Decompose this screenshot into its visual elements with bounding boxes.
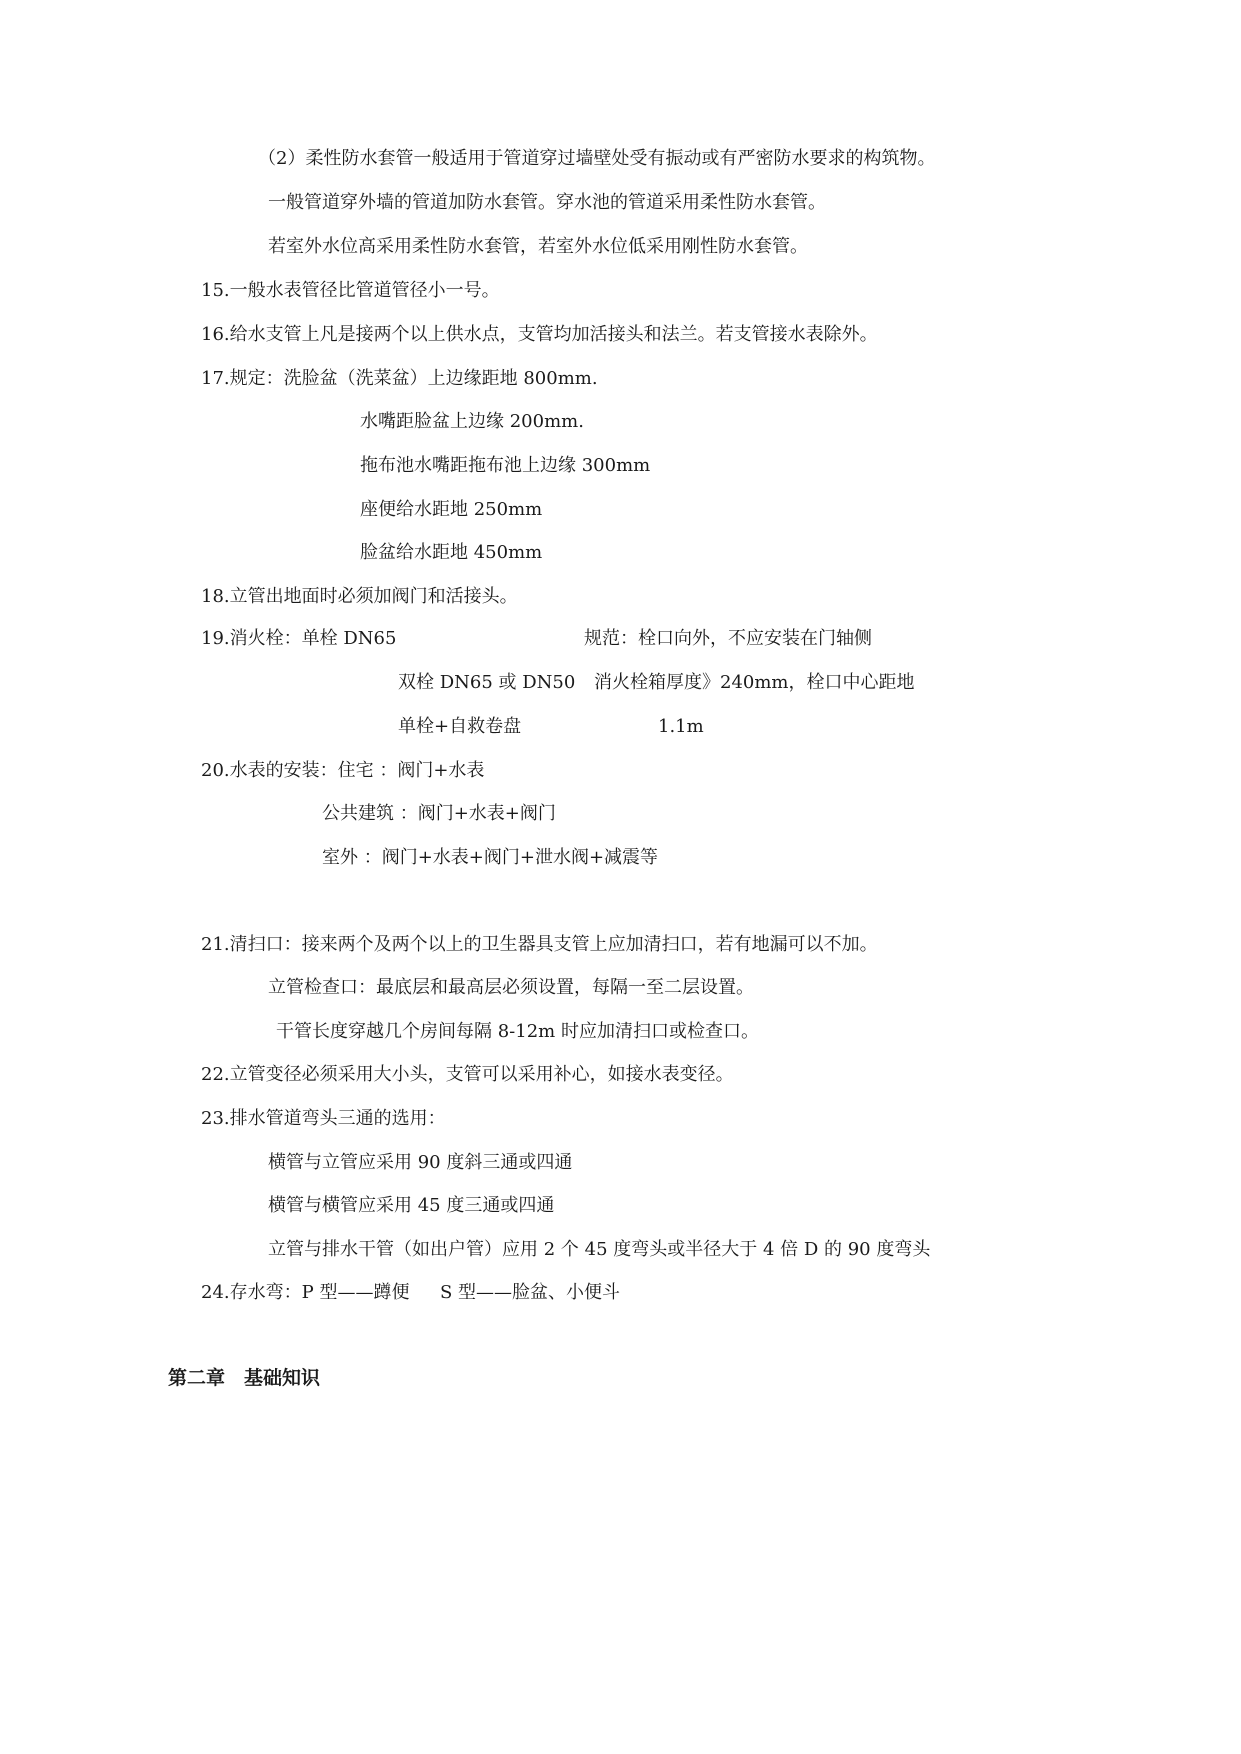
text-line: 室外 ：阀门+水表+阀门+泄水阀+减震等 [322,847,659,868]
text-line: 18.立管出地面时必须加阀门和活接头。 [201,586,518,607]
text-line: 22.立管变径必须采用大小头，支管可以采用补心，如接水表变径。 [201,1064,734,1085]
text-line: 17.规定：洗脸盆（洗菜盆）上边缘距地 800mm. [201,368,598,389]
text-line: 19.消火栓：单栓 DN65 [201,628,397,649]
text-line: 16.给水支管上凡是接两个以上供水点，支管均加活接头和法兰。若支管接水表除外。 [201,324,878,345]
text-line: 脸盆给水距地 450mm [360,542,543,563]
text-line: 双栓 DN65 或 DN50 [398,672,576,693]
text-line: 若室外水位高采用柔性防水套管，若室外水位低采用刚性防水套管。 [268,236,808,257]
text-line: 干管长度穿越几个房间每隔 8-12m 时应加清扫口或检查口。 [276,1021,759,1042]
text-line: 单栓+自救卷盘 [398,716,522,737]
text-line: 20.水表的安装：住宅 ：阀门+水表 [201,760,485,781]
text-line: 消火栓箱厚度》240mm，栓口中心距地 [594,672,915,693]
text-line: S 型——脸盆、小便斗 [440,1282,621,1303]
text-line: 公共建筑 ：阀门+水表+阀门 [322,803,556,824]
text-line: （2）柔性防水套管一般适用于管道穿过墙壁处受有振动或有严密防水要求的构筑物。 [258,148,936,169]
text-line: 24.存水弯：P 型——蹲便 [201,1282,410,1303]
text-line: 规范：栓口向外，不应安装在门轴侧 [584,628,872,649]
text-line: 横管与立管应采用 90 度斜三通或四通 [268,1152,573,1173]
text-line: 21.清扫口：接来两个及两个以上的卫生器具支管上应加清扫口，若有地漏可以不加。 [201,934,878,955]
text-line: 立管与排水干管（如出户管）应用 2 个 45 度弯头或半径大于 4 倍 D 的 90 度弯头 [268,1239,931,1260]
text-line: 横管与横管应采用 45 度三通或四通 [268,1195,555,1216]
text-line: 拖布池水嘴距拖布池上边缘 300mm [360,455,651,476]
text-line: 立管检查口：最底层和最高层必须设置，每隔一至二层设置。 [268,977,754,998]
text-line: 1.1m [658,716,704,737]
text-line: 水嘴距脸盆上边缘 200mm. [360,411,584,432]
text-line: 一般管道穿外墙的管道加防水套管。穿水池的管道采用柔性防水套管。 [268,192,826,213]
chapter-heading: 第二章 基础知识 [168,1367,321,1389]
text-line: 23.排水管道弯头三通的选用： [201,1108,446,1129]
text-line: 15.一般水表管径比管道管径小一号。 [201,280,500,301]
text-line: 座便给水距地 250mm [360,499,543,520]
